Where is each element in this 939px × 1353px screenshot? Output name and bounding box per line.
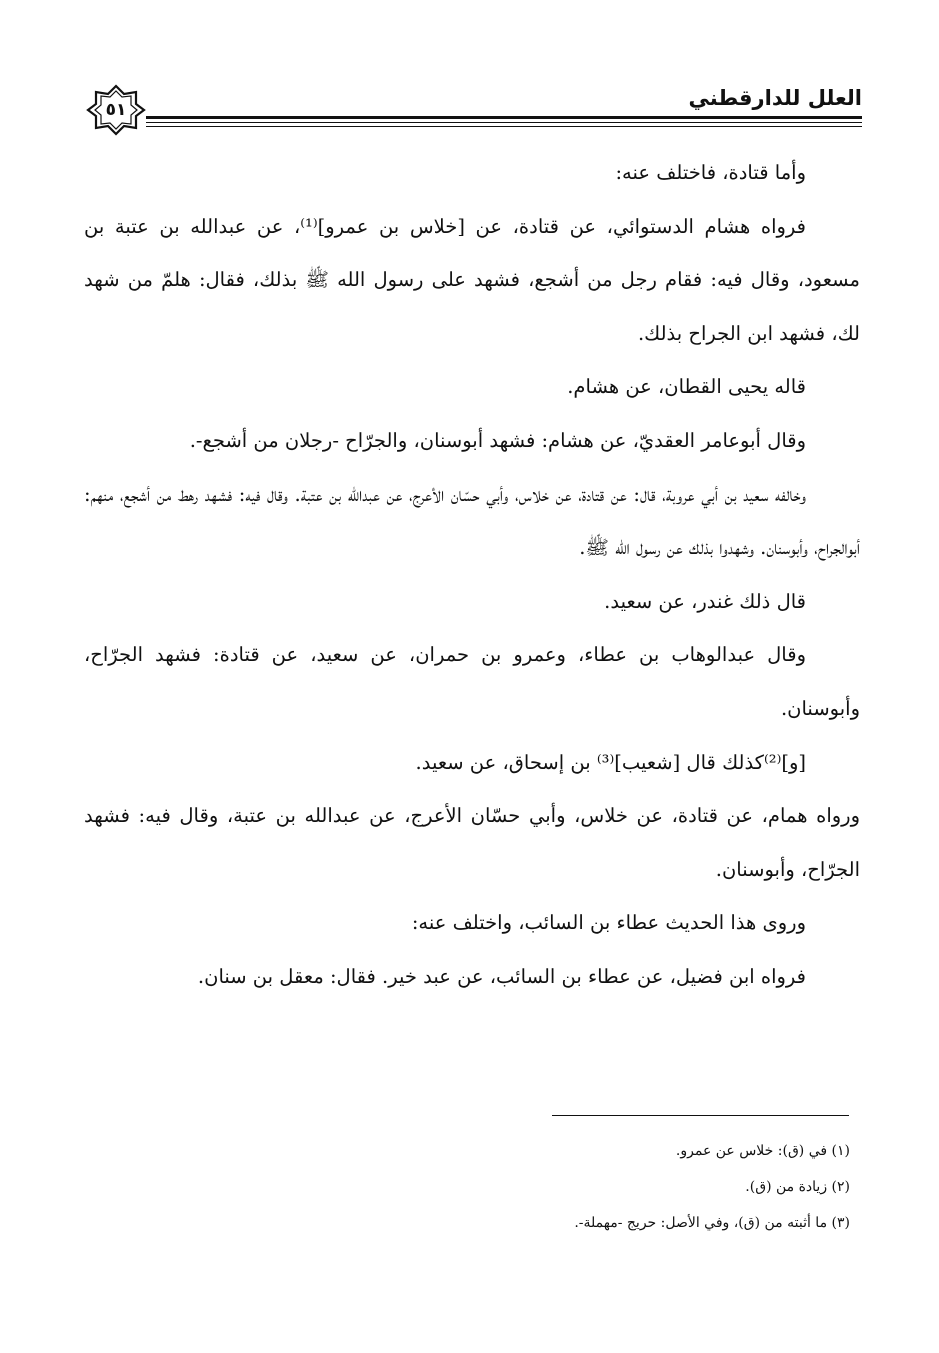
paragraph-6: قال ذلك غندر، عن سعيد. (604, 589, 806, 613)
page-number: ٥١ (105, 100, 127, 120)
main-text (84, 146, 860, 1004)
paragraph-7: وقال عبدالوهاب بن عطاء، وعمرو بن حمران، عن سعيد، عن قتادة: فشهد الجرّاح، وأبوسنان. (84, 643, 860, 720)
footnote-2: (٢) زيادة من (ق). (745, 1179, 850, 1195)
footnote-divider (552, 1115, 849, 1116)
paragraph-8: [و]⁽²⁾كذلك قال [شعيب]⁽³⁾ بن إسحاق، عن سعيد. (415, 750, 806, 774)
footnote-1: (١) في (ق): خلاس عن عمرو. (675, 1143, 850, 1159)
footnote-3: (٣) ما أثبته من (ق)، وفي الأصل: حريج -مهملة-. (574, 1215, 850, 1231)
paragraph-9: ورواه همام، عن قتادة، عن خلاس، وأبي حسّان الأعرج، عن عبدالله بن عتبة، وقال فيه: فشهد الجرّاح، وأبوسنان. (84, 804, 860, 881)
page-header (86, 84, 862, 136)
paragraph-2: فرواه هشام الدستوائي، عن قتادة، عن [خلاس بن عمرو]⁽¹⁾، عن عبدالله بن عتبة بن مسعود، وقال فيه: فقام رجل من أشجع، فشهد على رسول الله ﷺ بذلك، فقال: هلمّ من شهد لك، فشهد ابن الجراح بذلك. (84, 214, 860, 345)
header-rule-thin-2 (146, 126, 862, 127)
paragraph-3: قاله يحيى القطان، عن هشام. (567, 375, 806, 399)
footnotes (400, 1133, 850, 1241)
paragraph-11: فرواه ابن فضيل، عن عطاء بن السائب، عن عبد خير. فقال: معقل بن سنان. (197, 964, 806, 988)
paragraph-1: وأما قتادة، فاختلف عنه: (615, 161, 806, 184)
paragraph-10: وروى هذا الحديث عطاء بن السائب، واختلف عنه: (411, 911, 806, 935)
header-rule-thin (146, 122, 862, 123)
header-rule-thick (146, 116, 862, 119)
book-title: العلل للدارقطني (688, 86, 862, 110)
paragraph-5: وخالفه سعيد بن أبي عروبة، قال: عن قتادة، عن خلاس، وأبي حسّان الأعرج، عن عبدالله بن عتبة. وقال فيه: فشهد رهط من أشجع، منهم: أبوالجراح، وأبوسنان. وشهدوا بذلك عن رسول الله ﷺ. (84, 482, 860, 560)
paragraph-4: وقال أبوعامر العقديّ، عن هشام: فشهد أبوسنان، والجرّاح -رجلان من أشجع-. (189, 428, 806, 452)
